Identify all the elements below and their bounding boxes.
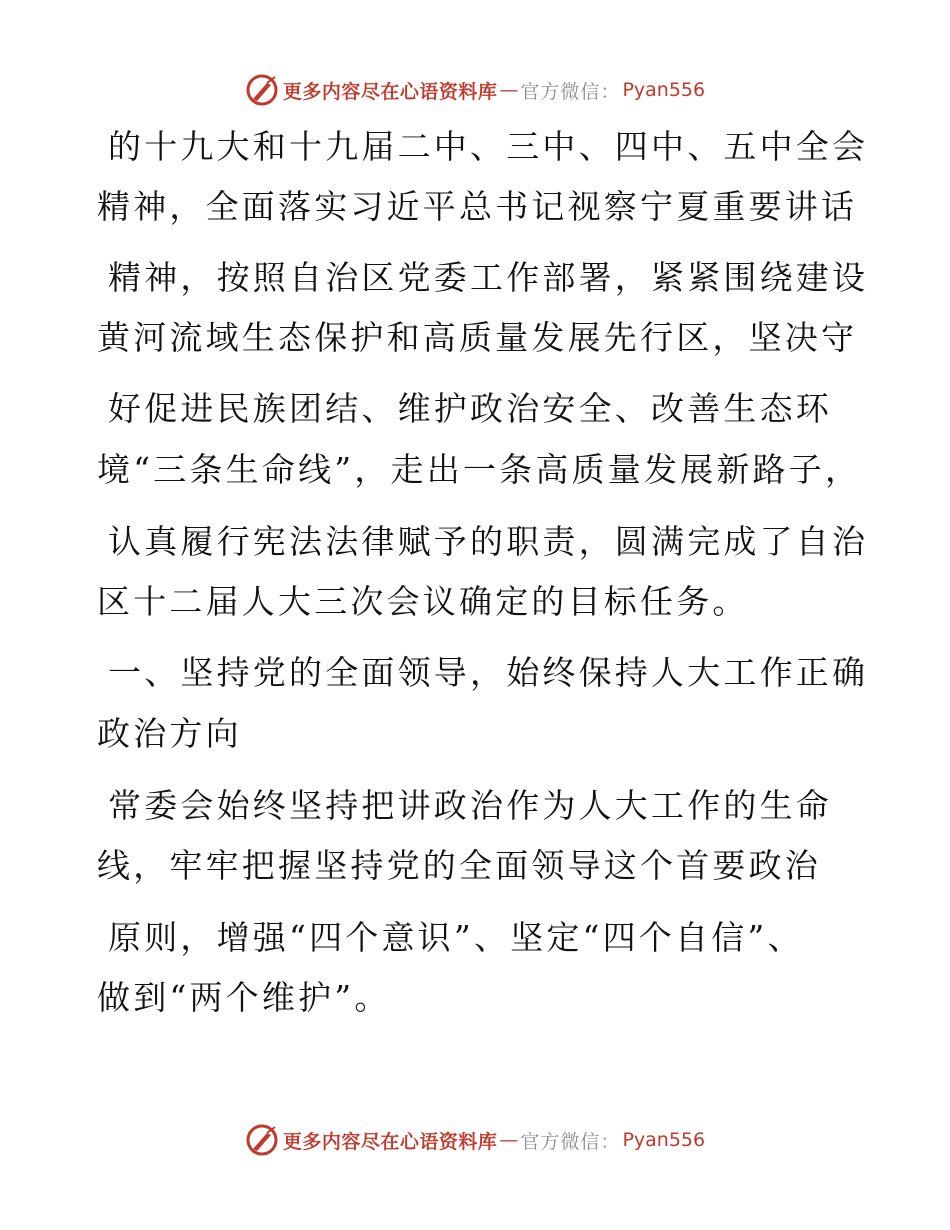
body-line: 线，牢牢把握坚持党的全面领导这个首要政治 xyxy=(97,846,821,885)
body-line: 区十二届人大三次会议确定的目标任务。 xyxy=(97,582,749,621)
body-line: 黄河流域生态保护和高质量发展先行区，坚决守 xyxy=(97,318,858,357)
body-line: 精神，按照自治区党委工作部署，紧紧围绕建设 xyxy=(108,258,869,297)
watermark-dash: — xyxy=(499,1129,519,1151)
quill-logo-icon xyxy=(245,1123,279,1157)
watermark-dash: — xyxy=(499,79,519,101)
body-line: 原则，增强“四个意识”、坚定“四个自信”、 xyxy=(108,918,804,957)
body-line: 做到“两个维护”。 xyxy=(97,978,391,1017)
header-watermark xyxy=(0,70,950,110)
watermark-site-text: 更多内容尽在心语资料库 xyxy=(282,80,498,103)
body-line: 常委会始终坚持把讲政治作为人大工作的生命 xyxy=(108,786,832,825)
watermark-id: Pyan556 xyxy=(622,1129,706,1151)
watermark-label: 官方微信： xyxy=(520,1130,621,1153)
body-line: 境“三条生命线”，走出一条高质量发展新路子， xyxy=(97,450,862,489)
section-heading-cont: 政治方向 xyxy=(97,714,242,753)
body-line: 的十九大和十九届二中、三中、四中、五中全会 xyxy=(108,127,869,166)
section-heading: 一、坚持党的全面领导，始终保持人大工作正确 xyxy=(108,653,869,692)
body-line: 认真履行宪法法律赋予的职责，圆满完成了自治 xyxy=(108,522,869,561)
body-line: 好促进民族团结、维护政治安全、改善生态环 xyxy=(108,389,832,428)
footer-watermark xyxy=(0,1120,950,1160)
quill-logo-icon xyxy=(245,73,279,107)
watermark-site-text: 更多内容尽在心语资料库 xyxy=(282,1130,498,1153)
body-line: 精神，全面落实习近平总书记视察宁夏重要讲话 xyxy=(97,187,858,226)
watermark-id: Pyan556 xyxy=(622,79,706,101)
watermark-label: 官方微信： xyxy=(520,80,621,103)
